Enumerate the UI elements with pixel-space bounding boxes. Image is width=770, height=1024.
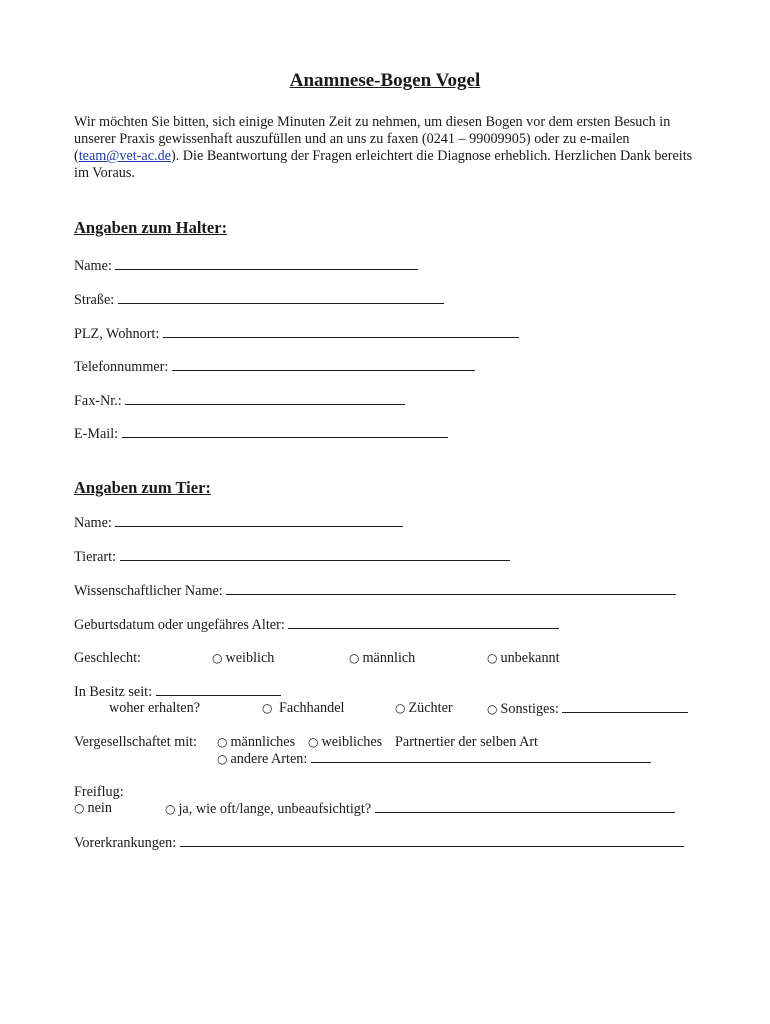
radio-circle-icon: ○ [308,735,319,749]
halter-email-label: E-Mail: [74,426,119,442]
radio-circle-icon: ○ [262,701,273,715]
freiflug-label: Freiflug: [74,784,124,800]
intro-text-2: ). Die Beantwortung der Fragen erleichtert die Diagnose erheblich. Herzlichen Dank bereits im Voraus. [74,148,693,181]
tier-wissname-row [74,582,676,600]
tier-tierart-field[interactable] [120,548,510,561]
halter-strasse-row [74,291,444,309]
option-label: andere Arten: [230,751,308,767]
radio-circle-icon: ○ [487,651,498,665]
verg-option-andere-arten[interactable] [217,750,651,768]
halter-telefon-row [74,358,475,376]
woher-option-fachhandel[interactable] [262,700,344,717]
tier-tierart-row [74,548,510,566]
tier-wissname-field[interactable] [226,582,676,595]
halter-heading: Angaben zum Halter: [74,218,228,237]
woher-option-sonstiges[interactable] [487,700,688,718]
verg-option-weibliches[interactable] [308,734,382,751]
sonstiges-field[interactable] [562,700,688,713]
andere-arten-field[interactable] [311,750,651,763]
halter-strasse-label: Straße: [74,292,115,308]
halter-email-field[interactable] [122,425,448,438]
intro-paragraph [74,114,699,182]
geschlecht-label: Geschlecht: [74,650,141,666]
tier-heading: Angaben zum Tier: [74,478,211,497]
freiflug-ja-field[interactable] [375,800,675,813]
tier-name-field[interactable] [115,514,403,527]
vergesellschaftet-label: Vergesellschaftet mit: [74,734,198,750]
option-label: ja, wie oft/lange, unbeaufsichtigt? [178,801,372,817]
option-label: weibliches [321,734,383,750]
tier-name-row [74,514,403,532]
halter-plz-row [74,325,519,343]
option-label: weiblich [225,650,275,666]
tier-geburtsdatum-field[interactable] [288,616,559,629]
halter-fax-field[interactable] [125,392,405,405]
besitz-seit-label: In Besitz seit: [74,684,153,700]
woher-label: woher erhalten? [109,700,200,716]
halter-fax-row [74,392,405,410]
vorerkrankungen-field[interactable] [180,834,684,847]
tier-geburtsdatum-label: Geburtsdatum oder ungefähres Alter: [74,617,285,633]
besitz-seit-field[interactable] [156,683,281,696]
halter-fax-label: Fax-Nr.: [74,393,122,409]
option-label: Sonstiges: [500,701,559,717]
halter-telefon-label: Telefonnummer: [74,359,169,375]
option-label: Züchter [408,700,453,716]
geschlecht-option-weiblich[interactable] [212,650,274,667]
radio-circle-icon: ○ [212,651,223,665]
freiflug-option-nein[interactable] [74,800,112,817]
option-label: männliches [230,734,296,750]
tier-name-label: Name: [74,515,112,531]
halter-telefon-field[interactable] [172,358,475,371]
vorerkrankungen-label: Vorerkrankungen: [74,835,177,851]
radio-circle-icon: ○ [487,702,498,716]
geschlecht-option-maennlich[interactable] [349,650,415,667]
halter-name-row [74,257,418,275]
verg-suffix: Partnertier der selben Art [395,734,539,750]
tier-wissname-label: Wissenschaftlicher Name: [74,583,223,599]
radio-circle-icon: ○ [165,802,176,816]
halter-name-field[interactable] [115,257,418,270]
freiflug-option-ja[interactable] [165,800,675,818]
radio-circle-icon: ○ [74,801,85,815]
option-label: unbekannt [500,650,560,666]
email-link[interactable]: team@vet-ac.de [78,148,171,164]
page-title: Anamnese-Bogen Vogel [289,70,481,91]
vorerkrankungen-row [74,834,684,852]
radio-circle-icon: ○ [217,735,228,749]
halter-plz-label: PLZ, Wohnort: [74,326,160,342]
halter-strasse-field[interactable] [118,291,444,304]
intro-text-1: Wir möchten Sie bitten, sich einige Minuten Zeit zu nehmen, um diesen Bogen vor dem ersten Besuch in unserer Praxis gewissenhaft auszufüllen und an uns zu faxen (0241 – 99009905) oder zu e-mailen ( [74,114,671,164]
tier-tierart-label: Tierart: [74,549,117,565]
option-label: männlich [362,650,416,666]
woher-option-zuechter[interactable] [395,700,453,717]
halter-name-label: Name: [74,258,112,274]
radio-circle-icon: ○ [395,701,406,715]
verg-option-maennliches[interactable] [217,734,295,751]
option-label: nein [87,800,112,816]
halter-email-row [74,425,448,443]
radio-circle-icon: ○ [349,651,360,665]
radio-circle-icon: ○ [217,752,228,766]
besitz-seit-row [74,683,281,701]
halter-plz-field[interactable] [163,325,519,338]
option-label: Fachhandel [279,700,345,716]
geschlecht-option-unbekannt[interactable] [487,650,560,667]
tier-geburtsdatum-row [74,616,559,634]
